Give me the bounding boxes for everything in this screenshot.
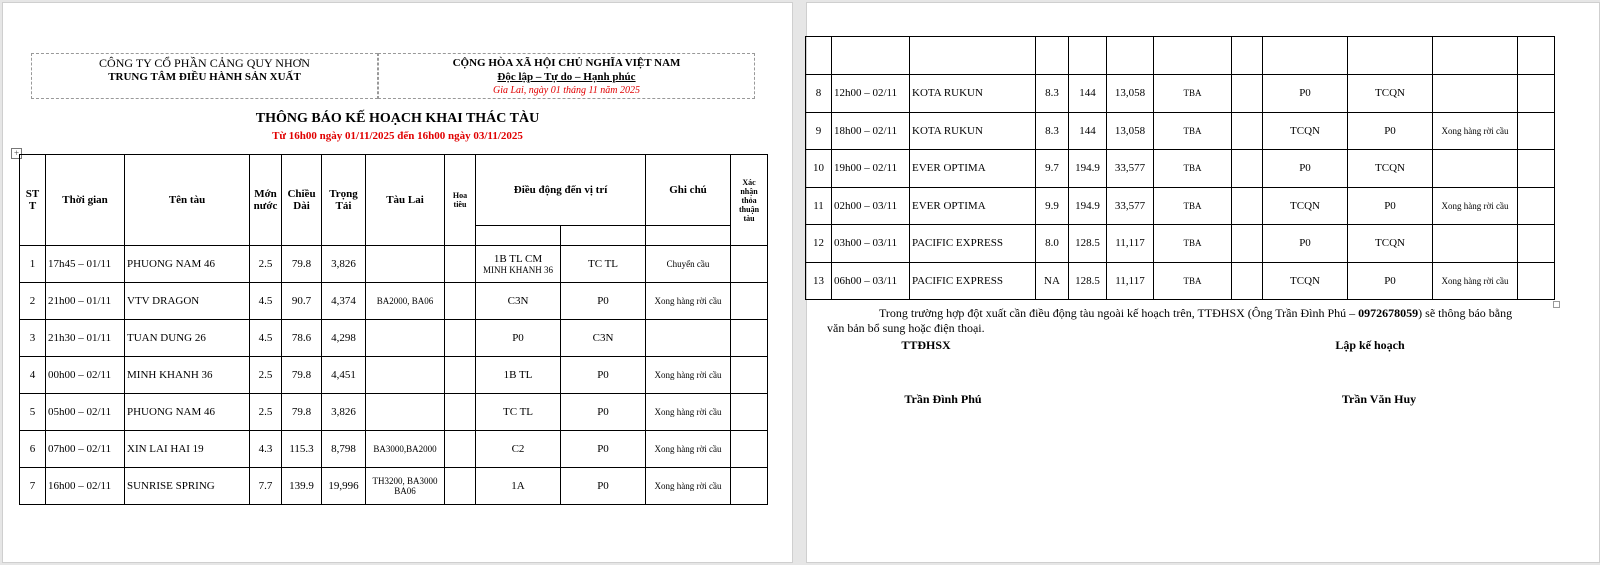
cell-confirm — [731, 320, 768, 357]
cell-stt: 7 — [20, 468, 46, 505]
cell-tug: TBA — [1154, 112, 1232, 150]
cell-tonnage: 4,298 — [322, 320, 366, 357]
company-name: CÔNG TY CỔ PHẦN CẢNG QUY NHƠN — [99, 56, 310, 70]
cell-confirm — [731, 468, 768, 505]
cell-tug — [366, 394, 445, 431]
cell-tug — [366, 283, 445, 320]
table-row — [806, 75, 1555, 113]
cell-from-line-1: 1B TL — [503, 369, 533, 381]
cell-confirm — [731, 246, 768, 283]
cell-stt: 10 — [806, 150, 832, 188]
cell-tug — [366, 320, 445, 357]
table-row — [20, 394, 768, 431]
cell-stt: 5 — [20, 394, 46, 431]
cell-from-line-1: P0 — [512, 332, 524, 344]
cell-length: 139.9 — [282, 468, 322, 505]
document-page-1 — [2, 2, 793, 563]
cell-pilot — [1232, 150, 1263, 188]
cell-time: 07h00 – 02/11 — [46, 431, 125, 468]
cell-tug — [366, 246, 445, 283]
cell-note: Xong hàng rời cầu — [646, 431, 731, 468]
table-row — [20, 431, 768, 468]
cell-to: P0 — [561, 431, 646, 468]
cell-tug: TBA — [1154, 225, 1232, 263]
cell-length: 79.8 — [282, 357, 322, 394]
cell-length: 144 — [1069, 112, 1107, 150]
cell-confirm — [1518, 187, 1555, 225]
cell-time: 03h00 – 03/11 — [832, 225, 910, 263]
cell-draft: 2.5 — [250, 357, 282, 394]
cell-stt: 1 — [20, 246, 46, 283]
cell-tug — [366, 357, 445, 394]
cell-note: Xong hàng rời cầu — [646, 394, 731, 431]
cell-pilot — [1232, 75, 1263, 113]
cell-confirm — [1518, 150, 1555, 188]
cell-from: TCQN — [1263, 262, 1348, 300]
cell-length: 79.8 — [282, 246, 322, 283]
cell-pilot — [445, 431, 476, 468]
cell-to: P0 — [561, 357, 646, 394]
footer-phone: 0972678059 — [1358, 306, 1419, 320]
cell-note: Xong hàng rời cầu — [1433, 262, 1518, 300]
cell-time: 02h00 – 03/11 — [832, 187, 910, 225]
cell-draft: 4.5 — [250, 320, 282, 357]
cell-stt: 3 — [20, 320, 46, 357]
cell-tonnage: 3,826 — [322, 394, 366, 431]
cell-from-line-1: 1A — [511, 480, 525, 492]
subheader-from — [476, 226, 561, 246]
cell-to: C3N — [561, 320, 646, 357]
table-row — [806, 112, 1555, 150]
cell-time: 12h00 – 02/11 — [832, 75, 910, 113]
cell-tug: TBA — [1154, 187, 1232, 225]
cell-tonnage: 33,577 — [1107, 150, 1154, 188]
table-row — [806, 262, 1555, 300]
cell-draft: 8.3 — [1036, 75, 1069, 113]
cell-stt: 8 — [806, 75, 832, 113]
cell-from: P0 — [1263, 75, 1348, 113]
cell-from-line-1: TC TL — [502, 406, 534, 418]
cell-stt: 12 — [806, 225, 832, 263]
cell-note — [1433, 225, 1518, 263]
cell-length: 79.8 — [282, 394, 322, 431]
cell-pilot — [445, 357, 476, 394]
cell-tonnage: 4,451 — [322, 357, 366, 394]
table-row — [20, 320, 768, 357]
header-left-box — [31, 53, 378, 99]
cell-from: TCQN — [1263, 112, 1348, 150]
cell-note — [1433, 75, 1518, 113]
footer-note-line-2: văn bản bổ sung hoặc điện thoại. — [827, 321, 985, 335]
col-header-tug: Tàu Lai — [366, 155, 445, 246]
cell-note: Chuyển cầu — [646, 246, 731, 283]
cell-pilot — [445, 468, 476, 505]
sign-right-title: Lập kế hoạch — [1335, 338, 1405, 352]
cell-confirm — [731, 283, 768, 320]
sign-left-name: Trần Đình Phú — [904, 392, 982, 406]
cell-tonnage: 11,117 — [1107, 262, 1154, 300]
cell-tug-line-1: BA3000,BA2000 — [373, 444, 437, 454]
col-header-length: Chiều Dài — [282, 155, 322, 246]
cell-to: P0 — [561, 468, 646, 505]
motto: Độc lập – Tự do – Hạnh phúc — [497, 71, 636, 83]
cell-confirm — [1518, 225, 1555, 263]
cell-from: P0 — [1263, 150, 1348, 188]
cell-tug-line-2: BA06 — [394, 486, 416, 496]
cell-ship: XIN LAI HAI 19 — [125, 431, 250, 468]
cell-note: Xong hàng rời cầu — [646, 357, 731, 394]
cell-confirm — [731, 394, 768, 431]
cell-tonnage: 19,996 — [322, 468, 366, 505]
cell-pilot — [445, 320, 476, 357]
table-row — [20, 357, 768, 394]
place-date: Gia Lai, ngày 01 tháng 11 năm 2025 — [492, 85, 641, 96]
cell-tug: TBA — [1154, 75, 1232, 113]
cell-length: 78.6 — [282, 320, 322, 357]
cell-length: 128.5 — [1069, 262, 1107, 300]
cell-draft: NA — [1036, 262, 1069, 300]
cell-time: 05h00 – 02/11 — [46, 394, 125, 431]
col-header-tonnage: Trọng Tải — [322, 155, 366, 246]
cell-stt: 13 — [806, 262, 832, 300]
cell-from — [476, 246, 561, 283]
cell-ship: EVER OPTIMA — [910, 187, 1036, 225]
cell-note: Xong hàng rời cầu — [1433, 187, 1518, 225]
cell-to: TCQN — [1348, 225, 1433, 263]
cell-stt: 9 — [806, 112, 832, 150]
schedule-table-page-1 — [19, 154, 768, 505]
cell-from — [476, 431, 561, 468]
cell-note — [1433, 150, 1518, 188]
cell-tonnage: 3,826 — [322, 246, 366, 283]
cell-note: Xong hàng rời cầu — [646, 468, 731, 505]
col-header-ship: Tên tàu — [125, 155, 250, 246]
cell-from: P0 — [1263, 225, 1348, 263]
document-subtitle: Từ 16h00 ngày 01/11/2025 đến 16h00 ngày 03/11/2025 — [272, 130, 523, 142]
cell-to: P0 — [1348, 262, 1433, 300]
cell-length: 194.9 — [1069, 150, 1107, 188]
col-header-time: Thời gian — [46, 155, 125, 246]
cell-pilot — [1232, 187, 1263, 225]
cell-confirm — [731, 431, 768, 468]
cell-length: 115.3 — [282, 431, 322, 468]
cell-pilot — [445, 283, 476, 320]
cell-pilot — [1232, 225, 1263, 263]
cell-ship: PHUONG NAM 46 — [125, 246, 250, 283]
cell-time: 06h00 – 03/11 — [832, 262, 910, 300]
footer-note-text-1: Trong trường hợp đột xuất cần điều động tàu ngoài kế hoạch trên, TTĐHSX (Ông Trần Đình Phú – — [879, 306, 1359, 320]
cell-tonnage: 11,117 — [1107, 225, 1154, 263]
cell-time: 00h00 – 02/11 — [46, 357, 125, 394]
cell-to: P0 — [1348, 112, 1433, 150]
header-right-box — [378, 53, 755, 99]
cell-tonnage: 4,374 — [322, 283, 366, 320]
cell-pilot — [445, 394, 476, 431]
table-row — [806, 150, 1555, 188]
cell-stt: 4 — [20, 357, 46, 394]
cell-tug — [366, 431, 445, 468]
cell-pilot — [1232, 262, 1263, 300]
cell-to: TCQN — [1348, 150, 1433, 188]
cell-pilot — [1232, 112, 1263, 150]
cell-tug-line-1: BA2000, BA06 — [376, 296, 434, 306]
cell-to: P0 — [1348, 187, 1433, 225]
nation-name: CỘNG HÒA XÃ HỘI CHỦ NGHĨA VIỆT NAM — [452, 57, 681, 69]
document-page-2 — [806, 2, 1600, 563]
cell-to: P0 — [561, 394, 646, 431]
cell-tonnage: 13,058 — [1107, 112, 1154, 150]
document-title: THÔNG BÁO KẾ HOẠCH KHAI THÁC TÀU — [255, 111, 540, 126]
cell-stt: 6 — [20, 431, 46, 468]
cell-time: 17h45 – 01/11 — [46, 246, 125, 283]
cell-draft: 9.7 — [1036, 150, 1069, 188]
table-row — [20, 283, 768, 320]
cell-length: 194.9 — [1069, 187, 1107, 225]
cell-tug-line-1: TH3200, BA3000 — [372, 476, 438, 486]
cell-draft: 4.5 — [250, 283, 282, 320]
cell-from — [476, 357, 561, 394]
footer-note-text-2: ) sẽ thông báo bằng — [1418, 306, 1513, 320]
cell-to: TCQN — [1348, 75, 1433, 113]
col-header-confirm: Xác nhận thỏa thuận tàu — [731, 155, 768, 246]
cell-pilot — [445, 246, 476, 283]
cell-from — [476, 394, 561, 431]
cell-tonnage: 13,058 — [1107, 75, 1154, 113]
subheader-note — [646, 226, 731, 246]
cell-from-line-2: MINH KHANH 36 — [483, 265, 553, 275]
cell-confirm — [1518, 112, 1555, 150]
cell-draft: 8.0 — [1036, 225, 1069, 263]
cell-ship: KOTA RUKUN — [910, 112, 1036, 150]
footer-note-line-1 — [879, 306, 1512, 321]
col-header-note: Ghi chú — [646, 155, 731, 226]
cell-draft: 9.9 — [1036, 187, 1069, 225]
cell-time: 19h00 – 02/11 — [832, 150, 910, 188]
cell-ship: VTV DRAGON — [125, 283, 250, 320]
cell-ship: PHUONG NAM 46 — [125, 394, 250, 431]
cell-time: 16h00 – 02/11 — [46, 468, 125, 505]
cell-stt: 11 — [806, 187, 832, 225]
cell-time: 18h00 – 02/11 — [832, 112, 910, 150]
cell-from-line-1: C3N — [507, 295, 529, 307]
cell-length: 144 — [1069, 75, 1107, 113]
cell-tug — [366, 468, 445, 505]
cell-draft: 8.3 — [1036, 112, 1069, 150]
cell-ship: SUNRISE SPRING — [125, 468, 250, 505]
cell-confirm — [731, 357, 768, 394]
table-resize-handle[interactable] — [1553, 301, 1560, 308]
cell-to: TC TL — [561, 246, 646, 283]
col-header-pilot: Hoa tiêu — [445, 155, 476, 246]
sign-left-title: TTĐHSX — [901, 338, 951, 352]
department-name: TRUNG TÂM ĐIỀU HÀNH SẢN XUẤT — [108, 71, 301, 83]
sign-right-name: Trần Văn Huy — [1341, 392, 1417, 406]
cell-to: P0 — [561, 283, 646, 320]
cell-length: 90.7 — [282, 283, 322, 320]
col-header-stt: ST T — [20, 155, 46, 246]
cell-confirm — [1518, 262, 1555, 300]
cell-note: Xong hàng rời cầu — [646, 283, 731, 320]
table-row — [20, 468, 768, 505]
cell-ship: KOTA RUKUN — [910, 75, 1036, 113]
cell-draft: 7.7 — [250, 468, 282, 505]
cell-tonnage: 33,577 — [1107, 187, 1154, 225]
cell-note: Xong hàng rời cầu — [1433, 112, 1518, 150]
cell-from — [476, 320, 561, 357]
table-row — [806, 187, 1555, 225]
cell-note — [646, 320, 731, 357]
col-header-draft: Mớn nước — [250, 155, 282, 246]
cell-from: TCQN — [1263, 187, 1348, 225]
cell-ship: EVER OPTIMA — [910, 150, 1036, 188]
cell-draft: 2.5 — [250, 394, 282, 431]
cell-from-line-1: C2 — [511, 443, 525, 455]
cell-length: 128.5 — [1069, 225, 1107, 263]
cell-from-line-1: 1B TL CM — [493, 253, 543, 265]
cell-confirm — [1518, 75, 1555, 113]
table-move-handle-icon[interactable]: + — [11, 148, 22, 159]
cell-ship: TUAN DUNG 26 — [125, 320, 250, 357]
cell-draft: 2.5 — [250, 246, 282, 283]
cell-ship: PACIFIC EXPRESS — [910, 225, 1036, 263]
cell-tonnage: 8,798 — [322, 431, 366, 468]
cell-stt: 2 — [20, 283, 46, 320]
cell-draft: 4.3 — [250, 431, 282, 468]
cell-from — [476, 468, 561, 505]
schedule-table-page-2 — [805, 36, 1555, 300]
cell-tug: TBA — [1154, 150, 1232, 188]
cell-time: 21h30 – 01/11 — [46, 320, 125, 357]
subheader-to — [561, 226, 646, 246]
cell-ship: MINH KHANH 36 — [125, 357, 250, 394]
table-row — [806, 225, 1555, 263]
cell-ship: PACIFIC EXPRESS — [910, 262, 1036, 300]
cell-tug: TBA — [1154, 262, 1232, 300]
col-header-move: Điều động đến vị trí — [476, 155, 646, 226]
cell-time: 21h00 – 01/11 — [46, 283, 125, 320]
cell-from — [476, 283, 561, 320]
table-row — [20, 246, 768, 283]
